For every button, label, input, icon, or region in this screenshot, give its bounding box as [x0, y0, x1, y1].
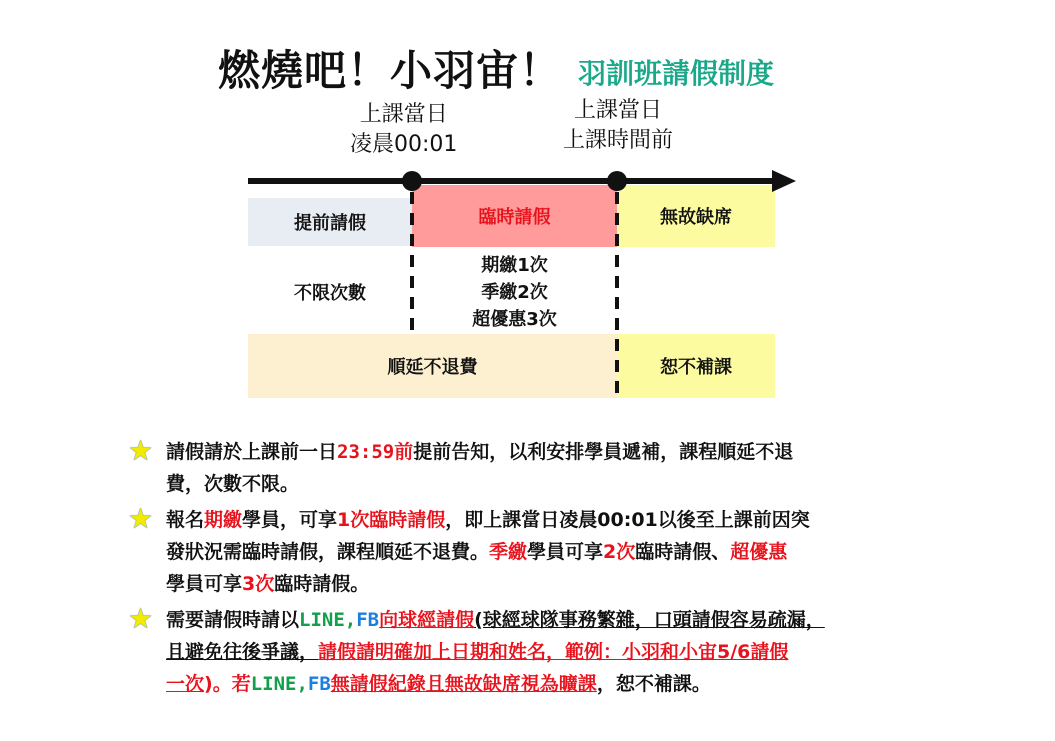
limit-season: 季繳2次 [481, 282, 548, 303]
postpone-label: 順延不退費 [387, 357, 478, 378]
page-title: 燃燒吧！小羽宙！ [218, 46, 563, 95]
advance-leave-header: 提前請假 [294, 213, 366, 234]
temporary-leave-header: 臨時請假 [478, 207, 551, 228]
marker-before-class-line1: 上課當日 [574, 98, 663, 123]
page-subtitle: 羽訓班請假制度 [578, 57, 775, 90]
rules-notes [128, 436, 958, 700]
star-icon: ★ [128, 502, 154, 535]
timeline-arrowhead [772, 170, 796, 192]
absence-header: 無故缺席 [660, 207, 732, 228]
marker-midnight-line1: 上課當日 [359, 102, 448, 127]
marker-before-class-line2: 上課時間前 [563, 128, 674, 153]
note-how-to-request: ★ 需要請假時請以LINE,FB向球經請假(球經球隊事務繁雜，口頭請假容易疏漏， 且避免往後爭議，請假請明確加上日期和姓名，範例：小羽和小宙5/6請假 一次)。若LINE,FB無請假紀錄且無故缺席視為曠課，恕不補課。 [128, 602, 825, 695]
note-advance-leave: ★ 請假請於上課前一日23:59前提前告知，以利安排學員遞補，課程順延不退 費，次數不限。 [128, 434, 794, 495]
note-temporary-leave: ★ 報名期繳學員，可享1次臨時請假，即上課當日凌晨00:01以後至上課前因突 發狀況需臨時請假，課程順延不退費。季繳學員可享2次臨時請假、超優惠 學員可享3次臨時請假。 [128, 502, 810, 595]
marker-midnight-line2: 凌晨00:01 [350, 132, 458, 157]
temporary-limits [412, 252, 617, 333]
limit-period: 期繳1次 [481, 255, 548, 276]
star-icon: ★ [128, 602, 154, 635]
advance-limit: 不限次數 [294, 283, 366, 304]
star-icon: ★ [128, 434, 154, 467]
no-makeup-label: 恕不補課 [660, 357, 732, 378]
limit-special: 超優惠3次 [472, 309, 557, 330]
